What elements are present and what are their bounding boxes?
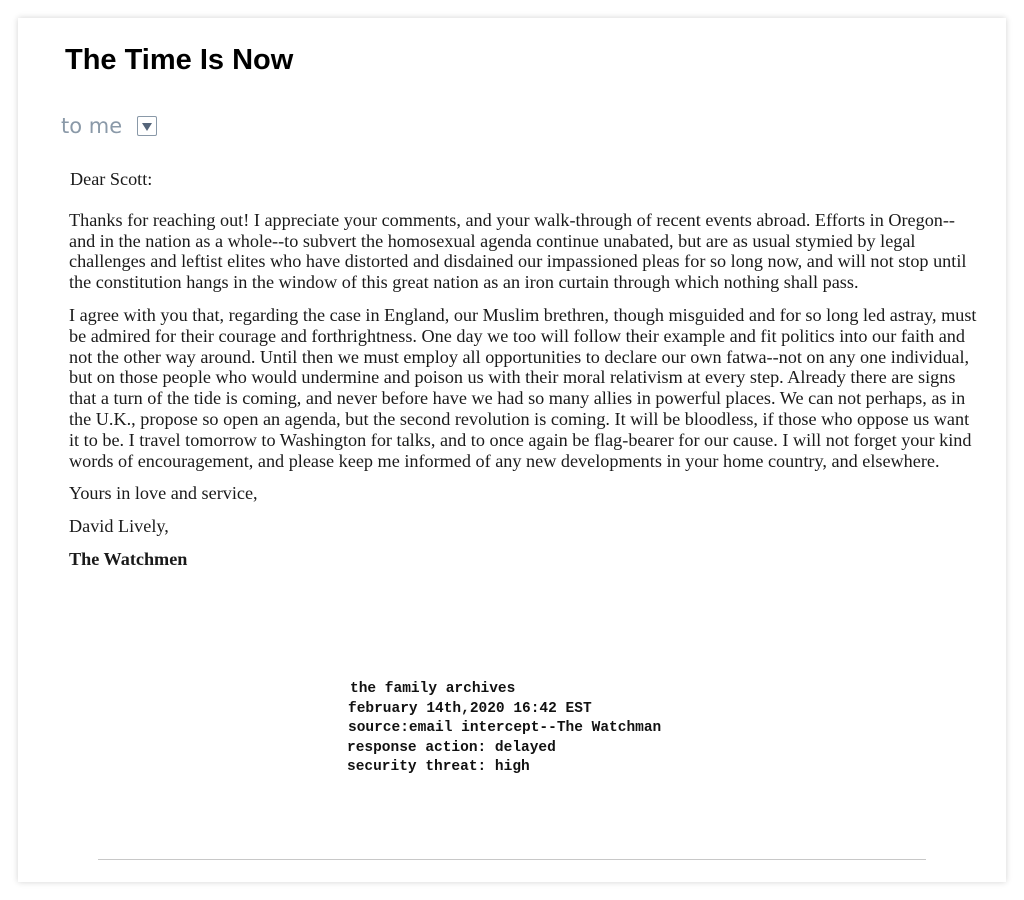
closing-line: Yours in love and service, (69, 483, 258, 504)
chevron-down-icon (142, 123, 152, 131)
recipient-label: to me (61, 114, 123, 138)
archive-date: february 14th,2020 16:42 EST (348, 700, 592, 717)
archive-title: the family archives (350, 681, 516, 697)
recipient-details-button[interactable] (137, 116, 157, 136)
archive-stamp (347, 680, 661, 778)
recipient-line (61, 114, 157, 138)
bottom-divider (98, 859, 926, 860)
archive-source: source:email intercept--The Watchman (348, 720, 662, 736)
greeting: Dear Scott: (70, 169, 153, 189)
signer-name: David Lively, (69, 516, 169, 537)
archive-threat: security threat: high (347, 759, 530, 775)
email-card (18, 18, 1006, 882)
email-body (69, 169, 979, 570)
email-subject: The Time Is Now (65, 44, 294, 76)
body-paragraph-2: I agree with you that, regarding the case in England, our Muslim brethren, though misguided and for so long led astray, must be admired for their courage and forthrightness. One day we too will follow their example and fit politics into our faith and not the other way around. Until then we must employ all opportunities to declare our own fatwa--not on any one individual, but on those people who would undermine and poison us with their moral relativism at every step. Already there are signs that a turn of the tide is coming, and never before have we had so many allies in powerful places. We can not perhaps, as in the U.K., propose so open an agenda, but the second revolution is coming. It will be bloodless, if those who oppose us want it to be. I travel tomorrow to Washington for talks, and to once again be flag-bearer for our cause. I will not forget your kind words of encouragement, and please keep me informed of any new developments in your home country, and elsewhere. (69, 304, 977, 471)
archive-response: response action: delayed (347, 739, 556, 756)
signer-organization: The Watchmen (69, 548, 188, 569)
body-paragraph-1: Thanks for reaching out! I appreciate your comments, and your walk-through of recent events abroad. Efforts in Oregon--and in the nation as a whole--to subvert the homosexual agenda continue unabated, but are as usual stymied by legal challenges and leftist elites who have distorted and disdained our impassioned pleas for so long now, and will not stop until the constitution hangs in the window of this great nation as an iron curtain through which nothing shall pass. (69, 209, 967, 293)
